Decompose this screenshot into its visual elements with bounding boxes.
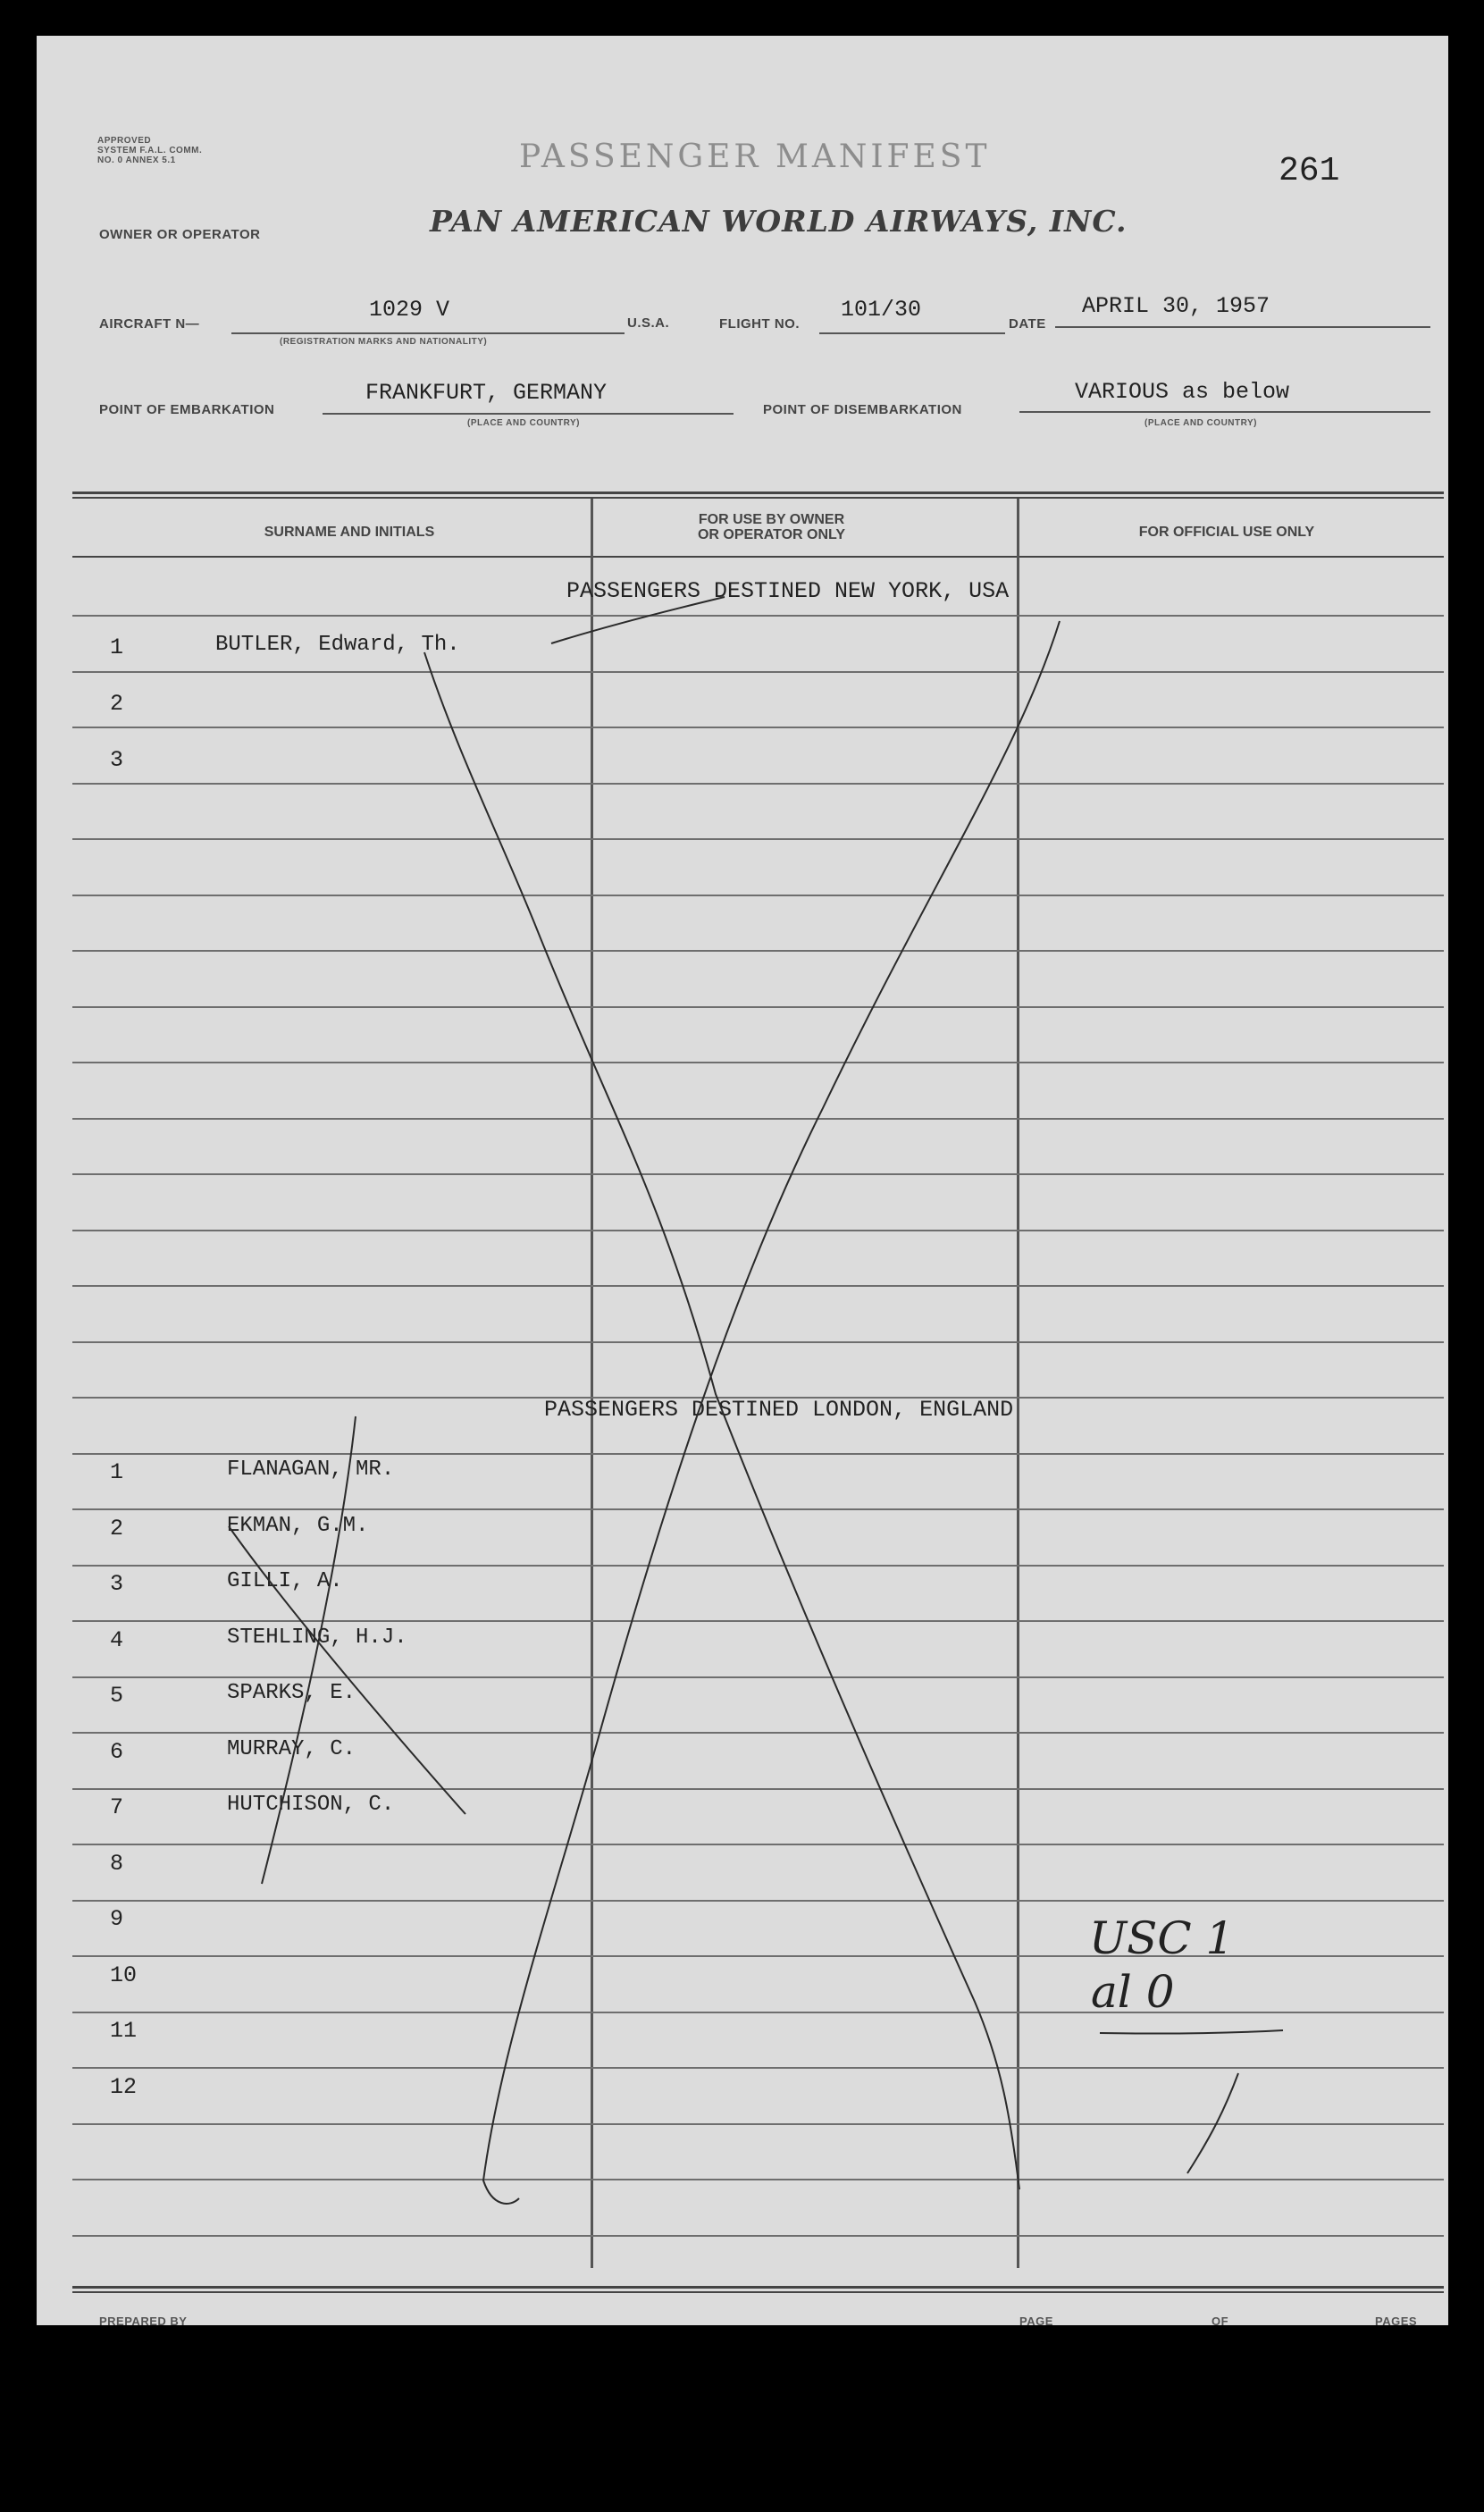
pen-cross-stroke-2 [483, 621, 1060, 2204]
embarkation-value: FRANKFURT, GERMANY [365, 380, 608, 406]
london-row-num: 10 [110, 1962, 138, 1988]
london-row-num: 8 [110, 1851, 124, 1877]
col-surname: SURNAME AND INITIALS [264, 525, 435, 540]
handwritten-note-2: al 0 [1091, 1966, 1175, 2018]
date-label: DATE [1009, 316, 1046, 332]
pen-marks [37, 36, 1448, 2325]
section-london-heading: PASSENGERS DESTINED LONDON, ENGLAND [544, 1397, 1014, 1423]
usa-label: U.S.A. [627, 315, 670, 331]
pen-london-stroke-2 [262, 1416, 356, 1884]
london-row-num: 5 [110, 1683, 124, 1709]
london-row-num: 1 [110, 1459, 124, 1485]
london-row-name: STEHLING, H.J. [227, 1626, 407, 1650]
embarkation-sublabel: (PLACE AND COUNTRY) [467, 418, 580, 428]
london-row-name: FLANAGAN, MR. [227, 1458, 395, 1482]
london-row-num: 3 [110, 1571, 124, 1597]
date-value: APRIL 30, 1957 [1082, 293, 1270, 319]
handwritten-note-1: USC 1 [1089, 1912, 1235, 1964]
london-row-name: EKMAN, G.M. [227, 1514, 369, 1538]
pen-strike-ny [551, 597, 725, 643]
pen-underline [1100, 2030, 1283, 2034]
prepared-by-label: PREPARED BY [99, 2315, 188, 2325]
london-row-name: MURRAY, C. [227, 1737, 356, 1761]
ny-row-1-num: 1 [110, 634, 124, 660]
london-row-name: HUTCHISON, C. [227, 1793, 395, 1817]
pen-london-stroke-1 [229, 1526, 465, 1814]
col-official: FOR OFFICIAL USE ONLY [1138, 525, 1315, 540]
flight-label: FLIGHT NO. [719, 316, 800, 332]
aircraft-value: 1029 V [369, 297, 450, 323]
page-label: PAGE [1019, 2315, 1053, 2325]
embarkation-label: POINT OF EMBARKATION [99, 402, 275, 417]
company-name: PAN AMERICAN WORLD AIRWAYS, INC. [430, 204, 1128, 239]
pen-tick [1187, 2073, 1238, 2173]
aircraft-sublabel: (REGISTRATION MARKS AND NATIONALITY) [280, 337, 488, 347]
pages-label: PAGES [1375, 2315, 1418, 2325]
london-row-name: SPARKS, E. [227, 1681, 356, 1705]
table-bottom-rule-2 [72, 2291, 1444, 2293]
london-row-num: 11 [110, 2018, 138, 2044]
london-row-num: 2 [110, 1516, 124, 1542]
approval-stamp: APPROVED SYSTEM F.A.L. COMM. NO. 0 ANNEX 5.1 [97, 136, 203, 165]
london-row-num: 12 [110, 2074, 138, 2100]
table-bottom-rule [72, 2286, 1444, 2289]
ny-row-1-name: BUTLER, Edward, Th. [215, 633, 460, 657]
flight-value: 101/30 [841, 297, 922, 323]
aircraft-label: AIRCRAFT N— [99, 316, 200, 332]
of-label: OF [1212, 2315, 1229, 2325]
london-row-num: 4 [110, 1627, 124, 1653]
disembarkation-value: VARIOUS as below [1075, 379, 1290, 405]
page-number: 261 [1279, 152, 1340, 190]
london-row-name: GILLI, A. [227, 1569, 343, 1593]
pen-cross-stroke-1 [424, 652, 1019, 2189]
document-title: PASSENGER MANIFEST [519, 139, 991, 175]
section-ny-heading: PASSENGERS DESTINED NEW YORK, USA [566, 578, 1010, 604]
col-owner-use: FOR USE BY OWNER OR OPERATOR ONLY [697, 512, 846, 542]
london-row-num: 7 [110, 1794, 124, 1820]
disembarkation-sublabel: (PLACE AND COUNTRY) [1144, 418, 1257, 428]
ny-row-2-num: 2 [110, 691, 124, 717]
london-row-num: 9 [110, 1906, 124, 1932]
ny-row-3-num: 3 [110, 747, 124, 773]
manifest-page [37, 36, 1448, 2325]
london-row-num: 6 [110, 1739, 124, 1765]
owner-label: OWNER OR OPERATOR [99, 227, 261, 242]
disembarkation-label: POINT OF DISEMBARKATION [763, 402, 962, 417]
